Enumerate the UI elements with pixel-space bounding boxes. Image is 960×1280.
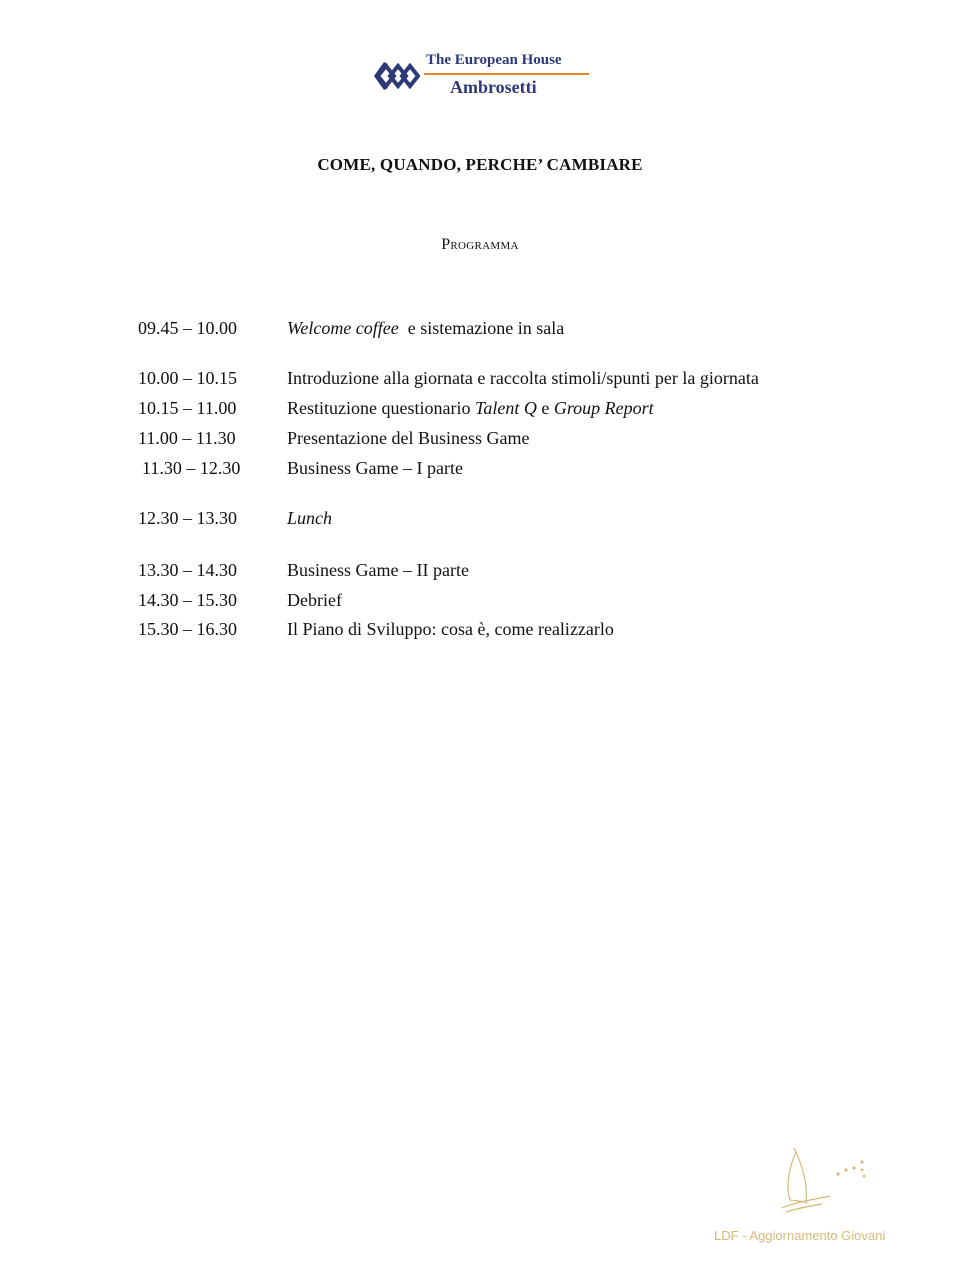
schedule-row bbox=[0, 508, 960, 532]
logo-line2: Ambrosetti bbox=[450, 77, 537, 97]
page-title: COME, QUANDO, PERCHE’ CAMBIARE bbox=[317, 155, 643, 174]
logo-line1: The European House bbox=[426, 52, 562, 68]
schedule-desc bbox=[287, 318, 564, 339]
sailboat-icon bbox=[772, 1140, 882, 1220]
schedule-time: 13.30 – 14.30 bbox=[138, 560, 237, 580]
schedule-row bbox=[0, 590, 960, 614]
schedule-row bbox=[0, 619, 960, 643]
schedule-desc: Business Game – II parte bbox=[287, 560, 469, 580]
schedule-time: 11.30 – 12.30 bbox=[142, 458, 241, 478]
schedule-desc: Il Piano di Sviluppo: cosa è, come realizzarlo bbox=[287, 619, 614, 639]
schedule-desc-rest: e sistemazione in sala bbox=[398, 318, 565, 338]
schedule-time: 09.45 – 10.00 bbox=[138, 318, 237, 338]
schedule-desc: Debrief bbox=[287, 590, 342, 610]
schedule-row bbox=[0, 318, 960, 342]
schedule-time: 15.30 – 16.30 bbox=[138, 619, 237, 639]
logo-rule bbox=[424, 73, 589, 75]
company-logo bbox=[372, 52, 602, 100]
schedule-row bbox=[0, 560, 960, 584]
schedule-desc: Lunch bbox=[287, 508, 332, 528]
schedule-desc: Business Game – I parte bbox=[287, 458, 463, 478]
schedule-desc: Introduzione alla giornata e raccolta stimoli/spunti per la giornata bbox=[287, 368, 759, 388]
schedule-desc-italic: Group Report bbox=[553, 398, 654, 418]
schedule-desc-part: e bbox=[536, 398, 554, 418]
schedule-desc: Presentazione del Business Game bbox=[287, 428, 530, 448]
schedule-desc-part: Restituzione questionario bbox=[287, 398, 475, 418]
schedule-row bbox=[0, 368, 960, 392]
schedule-time: 12.30 – 13.30 bbox=[138, 508, 237, 528]
footer-text: LDF - Aggiornamento Giovani bbox=[714, 1228, 886, 1243]
page-subtitle: Programma bbox=[441, 236, 519, 253]
footer-brand bbox=[700, 1140, 920, 1250]
schedule-row bbox=[0, 398, 960, 422]
schedule-time: 10.15 – 11.00 bbox=[138, 398, 237, 418]
schedule-time: 11.00 – 11.30 bbox=[138, 428, 236, 448]
schedule-desc bbox=[287, 398, 654, 419]
schedule-desc-italic: Welcome coffee bbox=[287, 318, 399, 338]
schedule-time: 10.00 – 10.15 bbox=[138, 368, 237, 388]
schedule-desc-italic: Talent Q bbox=[474, 398, 537, 418]
schedule-row bbox=[0, 458, 960, 482]
logo-mark-icon bbox=[372, 56, 420, 96]
schedule-row bbox=[0, 428, 960, 452]
schedule-time: 14.30 – 15.30 bbox=[138, 590, 237, 610]
